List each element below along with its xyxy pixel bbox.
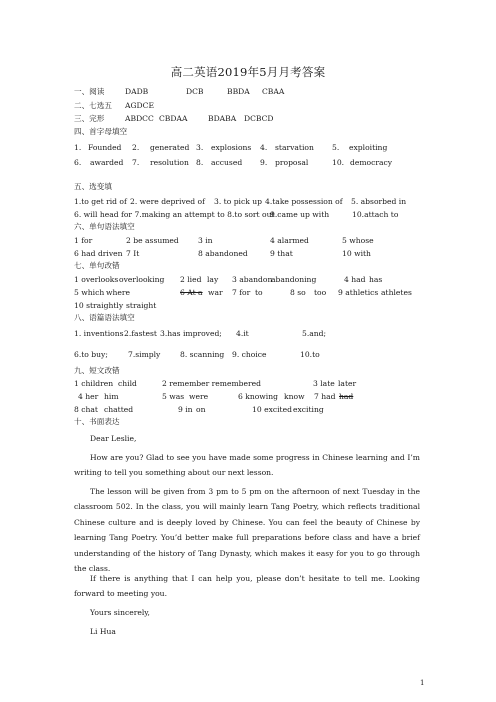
corrected-word: abandoning <box>271 275 317 284</box>
original-word: 2 remember remembered <box>162 379 262 388</box>
answer: 7 It <box>126 249 140 258</box>
letter-closing: Yours sincerely, <box>90 608 150 617</box>
answer: AGDCE <box>125 101 154 110</box>
answer: 10.to <box>300 350 320 359</box>
answer: 2 be assumed <box>126 236 179 245</box>
original-word: 1 overlooks <box>74 275 119 284</box>
section-label: 七、单句改错 <box>74 261 120 270</box>
section-label: 二、七选五 <box>74 101 112 110</box>
answer: resolution <box>150 158 189 167</box>
original-word: 8 so <box>290 288 306 297</box>
item-number: 7. <box>132 158 140 167</box>
answer: explosions <box>211 143 252 152</box>
corrected-word: has <box>369 275 383 284</box>
answer: 5. absorbed in <box>351 197 407 206</box>
corrected-word: on <box>196 405 206 414</box>
answer: DADB <box>125 87 149 96</box>
answer: 5 whose <box>342 236 374 245</box>
original-word: 10 straightly <box>74 301 124 310</box>
answer: 1 for <box>74 236 93 245</box>
corrected-word: athletes <box>381 288 412 297</box>
letter-greeting: Dear Leslie, <box>90 434 137 443</box>
original-word: 6 At a <box>180 288 203 297</box>
answer: 4.it <box>236 329 249 338</box>
corrected-word: overlooking <box>119 275 165 284</box>
answer: democracy <box>350 158 393 167</box>
answer: ABDCC <box>125 114 154 123</box>
original-word: 4 her <box>78 392 99 401</box>
answer: 5.and; <box>302 329 327 338</box>
item-number: 3. <box>196 143 204 152</box>
original-word: 6 knowing <box>238 392 278 401</box>
section-label: 五、选变填 <box>74 182 112 191</box>
answer: 6 had driven <box>74 249 123 258</box>
answer: 8. scanning <box>180 350 225 359</box>
corrected-word: too <box>314 288 327 297</box>
item-number: 8. <box>196 158 204 167</box>
original-word: 10 excited <box>252 405 292 414</box>
section-label: 六、单句语法填空 <box>74 222 135 231</box>
answer: 3. to pick up <box>214 197 263 206</box>
original-word: 2 lied <box>180 275 202 284</box>
answer: 7.simply <box>128 350 161 359</box>
section-label: 一、阅读 <box>74 87 105 96</box>
original-word: 4 had <box>344 275 366 284</box>
item-number: 1. <box>74 143 82 152</box>
original-word: 3 late <box>313 379 335 388</box>
original-word: 5 which <box>74 288 105 297</box>
corrected-word: chatted <box>104 405 134 414</box>
answer: 3 in <box>198 236 213 245</box>
answer: 9. choice <box>232 350 267 359</box>
section-label: 八、语篇语法填空 <box>74 313 135 322</box>
corrected-word: later <box>338 379 357 388</box>
answer: accused <box>211 158 243 167</box>
answer: 10 with <box>342 249 371 258</box>
answer: 9 that <box>270 249 293 258</box>
answer: 2.fastest <box>124 329 157 338</box>
answer: 6. will head for 7.making an attempt to 8.to sort out <box>74 210 275 219</box>
original-word: 7 for <box>232 288 251 297</box>
answer: 4 alarmed <box>270 236 309 245</box>
item-number: 4. <box>260 143 268 152</box>
corrected-word: exciting <box>293 405 324 414</box>
answer: CBAA <box>262 87 285 96</box>
corrected-word: lay <box>207 275 219 284</box>
deleted-word: had <box>339 392 354 401</box>
answer: 2. were deprived of <box>130 197 205 206</box>
original-word: 8 chat <box>74 405 98 414</box>
original-word: 7 had <box>314 392 336 401</box>
item-number: 10. <box>332 158 345 167</box>
answer: Founded <box>88 143 122 152</box>
answer: DCBCD <box>244 114 274 123</box>
corrected-word: where <box>106 288 131 297</box>
answer: BDABA <box>208 114 237 123</box>
answer: 8 abandoned <box>198 249 248 258</box>
corrected-word: child <box>118 379 137 388</box>
page-title: 高二英语2019年5月月考答案 <box>170 65 326 79</box>
answer: awarded <box>90 158 124 167</box>
answer: 4.take possession of <box>265 197 343 206</box>
answer: 1.to get rid of <box>74 197 127 206</box>
section-label: 九、短文改错 <box>74 366 120 375</box>
letter-paragraph-3: If there is anything that I can help you, please don’t hesitate to tell me. Looking forward to meeting you. <box>74 574 420 599</box>
answer: DCB <box>186 87 204 96</box>
section-label: 三、完形 <box>74 114 105 123</box>
answer: generated <box>150 143 190 152</box>
item-number: 5. <box>332 143 340 152</box>
answer: 3.has improved; <box>160 329 222 338</box>
item-number: 2. <box>132 143 140 152</box>
corrected-word: know <box>284 392 305 401</box>
original-word: 9 athletics <box>338 288 379 297</box>
corrected-word: straight <box>126 301 157 310</box>
page-number: 1 <box>420 679 425 687</box>
letter-paragraph-2: The lesson will be given from 3 pm to 5 pm on the afternoon of next Tuesday in the classroom 502. In the class, you will mainly learn Tang Poetry, which reflects traditional Chinese culture and is deeply loved by Chinese. You can feel the beauty of Chinese by learning Tang Poetry. You’d better make full preparations before class and have a brief understanding of the history of Tang Dynasty, which makes it easy for you to go through the class. <box>74 487 420 574</box>
original-word: 5 was <box>162 392 185 401</box>
answer: starvation <box>275 143 314 152</box>
section-label: 十、书面表达 <box>74 417 120 426</box>
corrected-word: were <box>189 392 209 401</box>
item-number: 9. <box>260 158 268 167</box>
answer: 10.attach to <box>352 210 399 219</box>
answer: BBDA <box>227 87 250 96</box>
original-word: 9 in <box>178 405 193 414</box>
corrected-word: war <box>208 288 223 297</box>
section-label: 四、首字母填空 <box>74 127 128 136</box>
letter-signature: Li Hua <box>90 627 116 636</box>
corrected-word: to <box>255 288 263 297</box>
answer: exploiting <box>349 143 388 152</box>
original-word: 3 abandon <box>232 275 273 284</box>
item-number: 6. <box>74 158 82 167</box>
answer: 9.came up with <box>270 210 330 219</box>
letter-paragraph-1: How are you? Glad to see you have made some progress in Chinese learning and I’m writing to tell you something about our next lesson. <box>74 453 420 478</box>
answer: 6.to buy; <box>74 350 108 359</box>
answer: 1. inventions <box>74 329 124 338</box>
answer: proposal <box>275 158 309 167</box>
original-word: 1 children <box>74 379 114 388</box>
corrected-word: him <box>104 392 119 401</box>
answer: CBDAA <box>159 114 188 123</box>
